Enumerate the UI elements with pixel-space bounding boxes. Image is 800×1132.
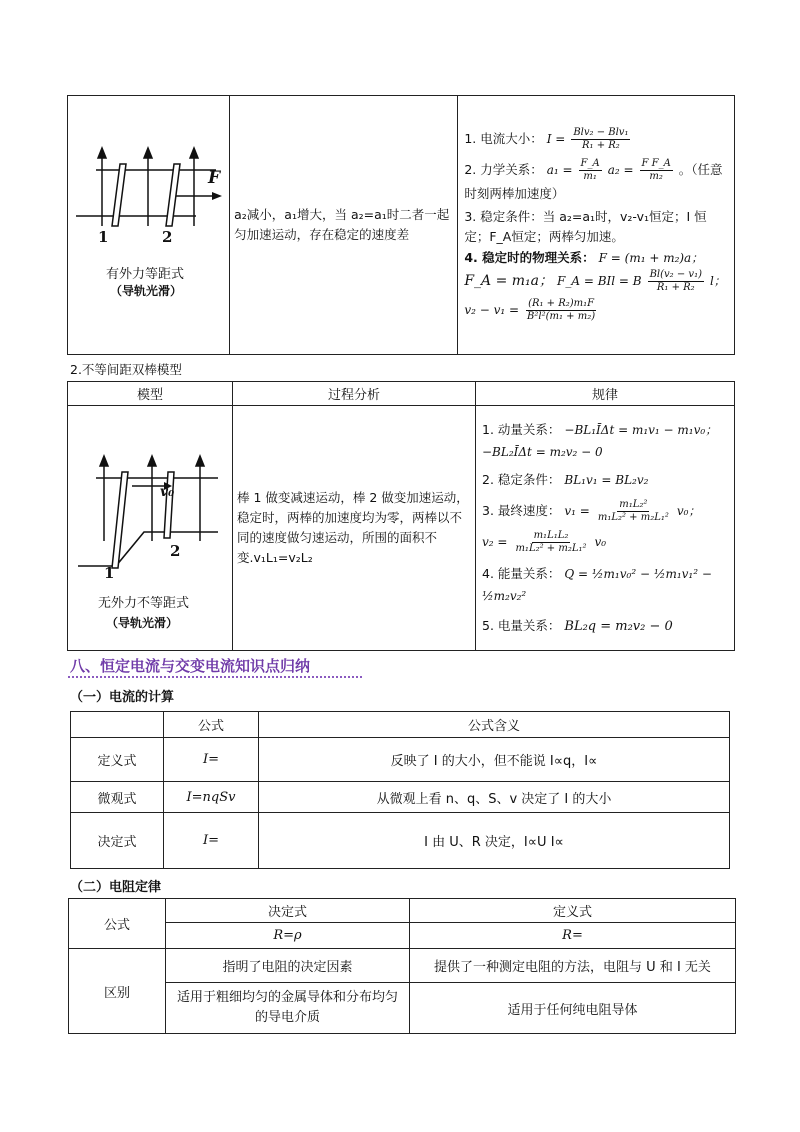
corner-cell	[71, 712, 164, 738]
rule-mechanics: 2. 力学关系： a₁ = $\frac{F\_A}{\text{m₁}}$ a₂ = $\frac{\text{F F\_A}}{\text{m₂}}$ 。（任意时刻两棒加速度）	[464, 158, 723, 201]
diff-left-1: 指明了电阻的决定因素	[166, 949, 410, 983]
formula-define: R=	[410, 923, 736, 949]
unequal-rail-diagram	[68, 426, 232, 586]
formula-decide: R=ρ	[166, 923, 410, 949]
rule-final-speed-2: v₂ = $\frac{\text{m₁L₁L₂}}{\text{m₁L₂² + m₂L₁²}}$ v₀	[482, 529, 607, 554]
rule-stable-2: 2. 稳定条件： BL₁v₁ = BL₂v₂	[482, 471, 649, 487]
v0-label: v₀	[160, 484, 175, 500]
subsection-current-title: （一）电流的计算	[70, 690, 175, 705]
model-label: 有外力等距式	[106, 267, 185, 282]
table-current	[70, 711, 730, 869]
header-define: 定义式	[410, 899, 736, 923]
process-text: a₂减小，a₁增大，当 a₂=a₁时二者一起匀加速运动，存在稳定的速度差	[234, 207, 450, 242]
table-model-1	[67, 95, 735, 355]
table-row: 决定式 I= I 由 U、R 决定，I∝U I∝	[71, 812, 730, 868]
section-8-title: 八、恒定电流与交变电流知识点归纳	[70, 657, 311, 675]
rule-stable-relations: 4. 稳定时的物理关系： F = (m₁ + m₂)a；	[464, 250, 704, 265]
process-cell	[230, 96, 458, 355]
process-cell-2	[233, 406, 476, 651]
rod-2-label: 2	[162, 228, 173, 246]
table-resistance	[68, 898, 736, 1034]
subsection-resistance-title: （二）电阻定律	[70, 880, 162, 895]
row-label-diff: 区别	[69, 949, 166, 1034]
model-note: （导轨光滑）	[110, 284, 183, 298]
model-cell	[68, 96, 230, 355]
table-row: 定义式 I= 反映了 I 的大小，但不能说 I∝q，I∝	[71, 738, 730, 782]
rule-charge: 5. 电量关系： BL₂q = m₂v₂ − 0	[482, 617, 673, 634]
model-label-2: 无外力不等距式	[98, 596, 190, 611]
diff-right-1: 提供了一种测定电阻的方法，电阻与 U 和 I 无关	[410, 949, 736, 983]
header-model: 模型	[68, 382, 233, 406]
equal-rail-diagram	[68, 116, 236, 276]
header-decide: 决定式	[166, 899, 410, 923]
process-text-2: 棒 1 做变减速运动，棒 2 做变加速运动，稳定时，两棒的加速度均为零，两棒以不同的速度做匀速运动，所围的面积不变.v₁L₁=v₂L₂	[237, 490, 469, 565]
rule-energy: 4. 能量关系： Q = ½m₁v₀² − ½m₁v₁² − ½m₂v₂²	[482, 565, 712, 603]
row-label-formula: 公式	[69, 899, 166, 949]
heading-model-2: 2.不等间距双棒模型	[70, 362, 182, 377]
model-cell-2	[68, 406, 233, 651]
rule-momentum: 1. 动量关系： −BL₁ĪΔt = m₁v₁ − m₁v₀；	[482, 421, 718, 437]
header-formula: 公式	[164, 712, 259, 738]
rule-speed-diff: v₂ − v₁ = $\frac{\text{(R₁ + R₂)m₁F}}{\text{B²l²(m₁ + m₂)}}$	[464, 298, 596, 322]
rod-1-label-2: 1	[104, 564, 115, 582]
table-model-2	[67, 381, 735, 651]
header-meaning: 公式含义	[259, 712, 730, 738]
header-rule: 规律	[476, 382, 735, 406]
section-8-underline	[68, 676, 362, 678]
rod-1-label: 1	[98, 228, 109, 246]
force-label: F	[208, 168, 221, 188]
rules-cell	[458, 96, 735, 355]
rule-stable: 3. 稳定条件：当 a₂=a₁时，v₂-v₁恒定；I 恒定；F_A恒定；两棒匀加速。	[464, 209, 707, 244]
rule-stable-force: F_A = m₁a； F_A = BIl = B $\frac{\text{Bl(v₂ − v₁)}}{\text{R₁ + R₂}}$ l；	[464, 269, 726, 293]
rule-momentum-2: −BL₂ĪΔt = m₂v₂ − 0	[482, 444, 603, 459]
diff-right-2: 适用于任何纯电阻导体	[410, 983, 736, 1034]
table-row: 微观式 I=nqSv 从微观上看 n、q、S、v 决定了 I 的大小	[71, 782, 730, 812]
rod-2-label-2: 2	[170, 542, 181, 560]
diff-left-2: 适用于粗细均匀的金属导体和分布均匀的导电介质	[166, 983, 410, 1034]
rules-cell-2	[476, 406, 735, 651]
model-note-2: （导轨光滑）	[106, 616, 179, 630]
rule-final-speed: 3. 最终速度： v₁ = $\frac{\text{m₁L₂²}}{\text{m₁L₂² + m₂L₁²}}$ v₀；	[482, 498, 701, 523]
header-process: 过程分析	[233, 382, 476, 406]
rule-current: 1. 电流大小： I = $\frac{\text{Blv₂ − Blv₁}}{\text{R₁ + R₂}}$	[464, 127, 629, 151]
